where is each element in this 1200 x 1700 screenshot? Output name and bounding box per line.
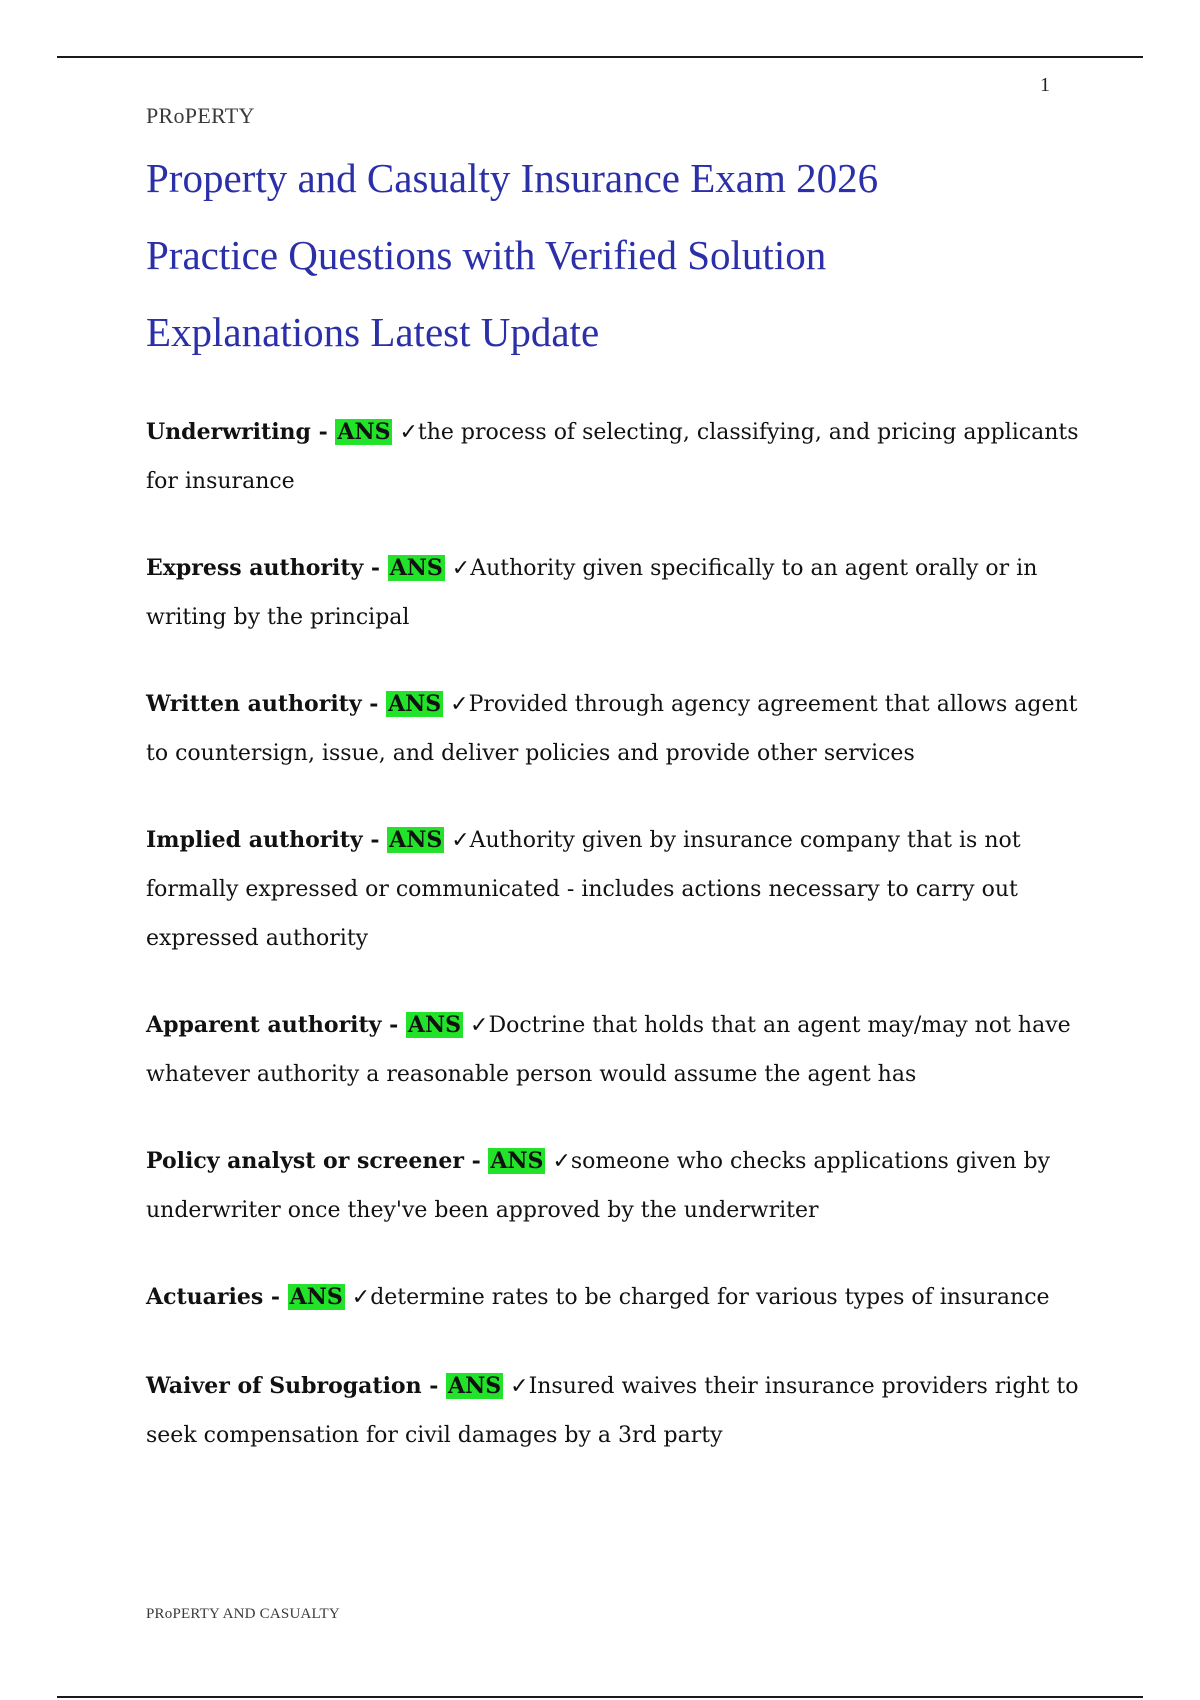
term-separator: - — [381, 1012, 406, 1038]
check-mark-icon: ✓ — [351, 1285, 371, 1310]
entry-term: Policy analyst or screener — [146, 1148, 464, 1174]
term-separator: - — [361, 691, 387, 717]
entry-definition-continued: for insurance — [146, 469, 295, 494]
entry-definition-continued: writing by the principal — [146, 605, 410, 630]
answer-marker: ANS — [388, 691, 442, 717]
entry-definition: Authority given specifically to an agent orally or in — [470, 556, 1038, 581]
bottom-rule — [57, 1696, 1143, 1698]
term-separator: - — [362, 827, 388, 853]
entry-definition-continued: underwriter once they've been approved by the underwriter — [146, 1198, 819, 1223]
entry-definition-continued: expressed authority — [146, 926, 369, 951]
answer-marker: ANS — [337, 419, 391, 445]
entry-definition: Doctrine that holds that an agent may/may not have — [488, 1013, 1071, 1038]
entry-term: Actuaries — [146, 1284, 264, 1310]
term-separator: - — [263, 1284, 288, 1310]
flashcard-entry — [146, 816, 1066, 963]
term-separator: - — [463, 1148, 489, 1174]
entry-term: Apparent authority — [146, 1012, 382, 1038]
check-mark-icon: ✓ — [451, 828, 470, 853]
term-separator: - — [363, 555, 388, 581]
flashcard-entry — [146, 1001, 1071, 1099]
entry-first-line — [146, 408, 1079, 457]
running-header: PRoPERTY — [146, 103, 255, 128]
flashcard-entry — [146, 680, 1078, 778]
answer-marker: ANS — [389, 555, 443, 581]
flashcard-entry — [146, 1273, 1066, 1322]
check-mark-icon: ✓ — [399, 420, 418, 445]
entry-term: Underwriting — [146, 419, 311, 445]
flashcard-entry — [146, 1137, 1066, 1235]
entry-definition: Provided through agency agreement that allows agent — [468, 692, 1078, 717]
entry-term: Implied authority — [146, 827, 363, 853]
document-title — [146, 140, 1086, 371]
entry-term: Written authority — [146, 691, 362, 717]
entry-first-line — [146, 1362, 1079, 1411]
entry-definition: the process of selecting, classifying, and pricing applicants — [417, 420, 1079, 445]
term-separator: - — [310, 419, 336, 445]
answer-marker: ANS — [448, 1373, 502, 1399]
check-mark-icon: ✓ — [552, 1149, 571, 1174]
entry-first-line — [146, 1273, 1066, 1322]
flashcard-entry — [146, 1362, 1079, 1460]
entry-term: Express authority — [146, 555, 364, 581]
answer-marker: ANS — [490, 1148, 544, 1174]
entry-definition: Insured waives their insurance providers right to — [528, 1374, 1079, 1399]
entry-definition-continued: whatever authority a reasonable person would assume the agent has — [146, 1062, 917, 1087]
entry-first-line — [146, 680, 1078, 729]
check-mark-icon: ✓ — [450, 692, 469, 717]
flashcard-entry — [146, 408, 1079, 506]
flashcard-list — [146, 370, 1079, 1460]
title-line-2: Practice Questions with Verified Solution — [146, 232, 827, 278]
top-rule — [57, 56, 1143, 58]
entry-definition: determine rates to be charged for various types of insurance — [370, 1285, 1050, 1310]
answer-marker: ANS — [389, 827, 443, 853]
entry-definition: Authority given by insurance company that is not — [469, 828, 1021, 853]
check-mark-icon: ✓ — [451, 556, 471, 581]
entry-definition: someone who checks applications given by — [570, 1149, 1051, 1174]
title-line-3: Explanations Latest Update — [146, 309, 600, 355]
answer-marker: ANS — [289, 1284, 343, 1310]
entry-definition-continued: formally expressed or communicated - includes actions necessary to carry out — [146, 877, 1018, 902]
entry-definition-continued: seek compensation for civil damages by a 3rd party — [146, 1423, 723, 1448]
entry-term: Waiver of Subrogation — [146, 1373, 422, 1399]
title-line-1: Property and Casualty Insurance Exam 2026 — [146, 155, 879, 201]
page-number: 1 — [1040, 74, 1050, 96]
entry-first-line — [146, 544, 1066, 593]
check-mark-icon: ✓ — [470, 1013, 489, 1038]
answer-marker: ANS — [407, 1012, 461, 1038]
check-mark-icon: ✓ — [510, 1374, 529, 1399]
entry-first-line — [146, 1137, 1066, 1186]
term-separator: - — [421, 1373, 447, 1399]
entry-first-line — [146, 816, 1066, 865]
entry-first-line — [146, 1001, 1071, 1050]
running-footer: PRoPERTY AND CASUALTY — [146, 1606, 340, 1622]
entry-definition-continued: to countersign, issue, and deliver policies and provide other services — [146, 741, 915, 766]
flashcard-entry — [146, 544, 1066, 642]
